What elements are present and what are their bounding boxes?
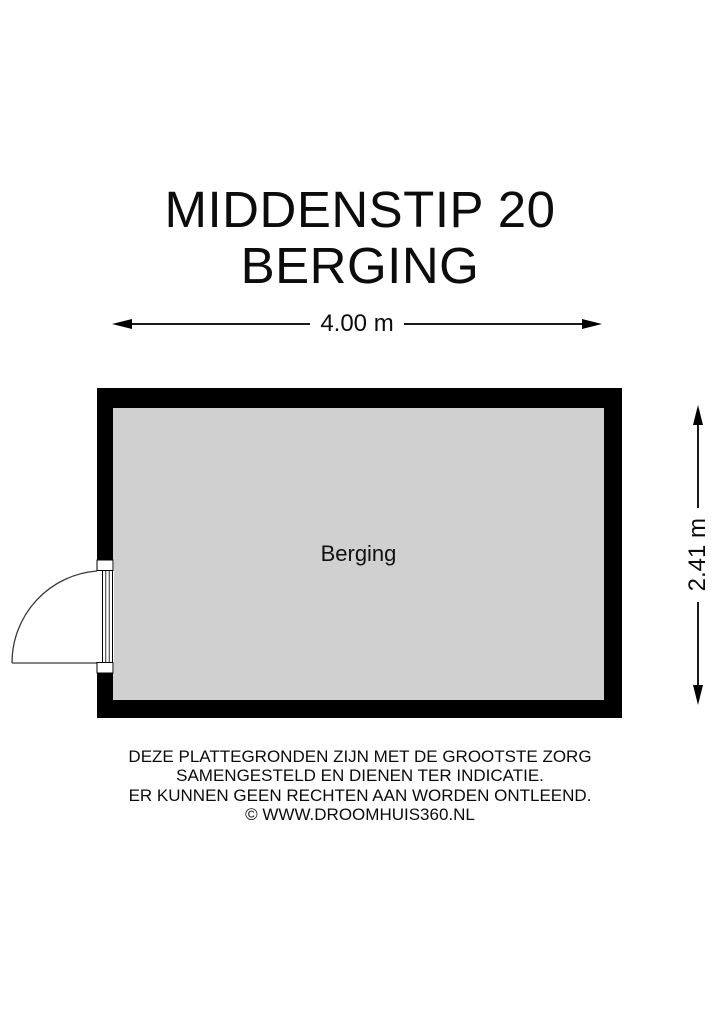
dimension-line-segment	[697, 602, 699, 685]
width-dimension-label: 4.00 m	[320, 310, 394, 337]
plan-title-address: MIDDENSTIP 20	[164, 181, 556, 238]
door-leaf-closed	[103, 571, 113, 663]
arrowhead-left-icon	[112, 319, 132, 329]
height-dimension	[684, 405, 712, 705]
disclaimer-line: DEZE PLATTEGRONDEN ZIJN MET DE GROOTSTE ZORG	[128, 747, 592, 766]
disclaimer-line: SAMENGESTELD EN DIENEN TER INDICATIE.	[176, 766, 544, 786]
dimension-line-segment	[697, 425, 699, 508]
door-icon	[0, 545, 125, 685]
dimension-line-segment	[132, 323, 310, 325]
copyright-line: © WWW.DROOMHUIS360.NL	[245, 805, 475, 825]
dimension-line-segment	[404, 323, 582, 325]
arrowhead-down-icon	[693, 685, 703, 705]
plan-title	[0, 182, 720, 294]
room-berging	[97, 388, 622, 718]
arrowhead-right-icon	[582, 319, 602, 329]
door-jamb-bottom	[97, 663, 113, 674]
room-label: Berging	[320, 541, 397, 566]
disclaimer	[0, 747, 720, 825]
disclaimer-line: ER KUNNEN GEEN RECHTEN AAN WORDEN ONTLEEND.	[128, 785, 592, 805]
door-swing-arc	[12, 571, 97, 663]
arrowhead-up-icon	[693, 405, 703, 425]
height-dimension-label: 2.41 m	[684, 518, 711, 592]
door-jamb-top	[97, 560, 113, 571]
width-dimension	[112, 310, 602, 338]
plan-title-room-type: BERGING	[240, 237, 480, 294]
